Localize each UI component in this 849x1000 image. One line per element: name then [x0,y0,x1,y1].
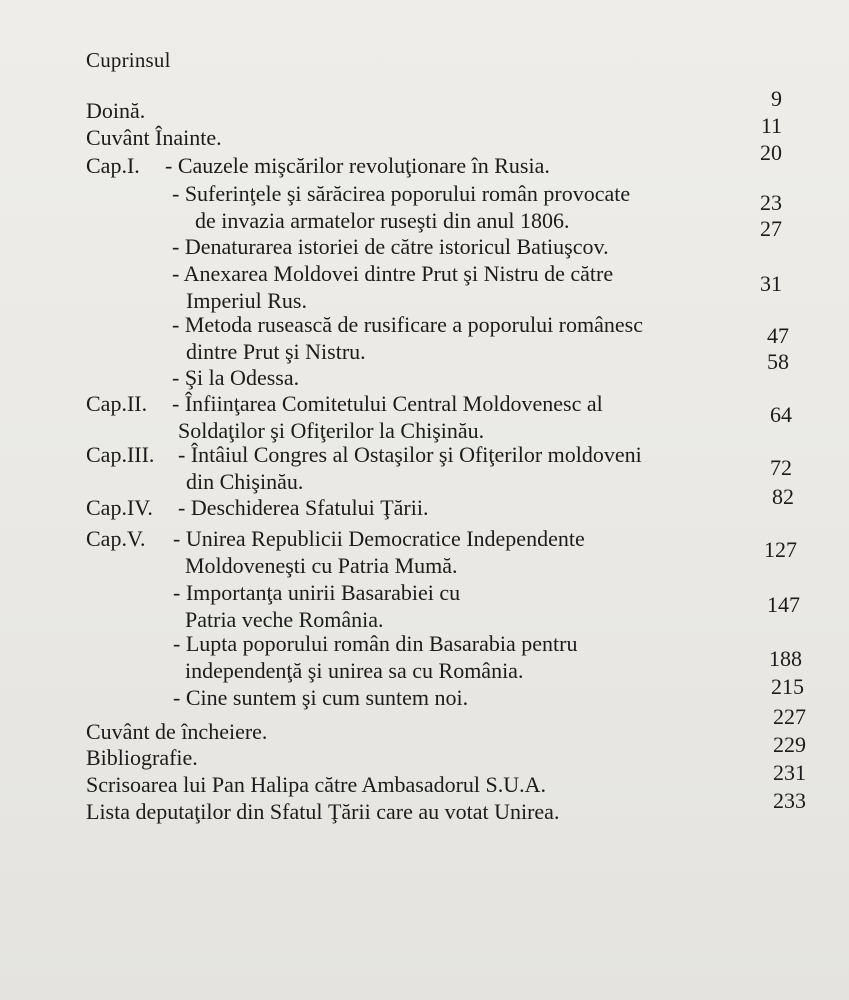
entry-title: Scrisoarea lui Pan Halipa către Ambasadorul S.U.A. [86,772,547,797]
page-number: 27 [760,216,782,241]
entry-title: - Suferinţele şi sărăcirea poporului român provocate [172,181,631,206]
chapter-number: Cap.I. [86,153,140,178]
page-number: 233 [773,788,806,813]
entry-title: - Importanţa unirii Basarabiei cu [173,580,461,605]
entry-title: - Întâiul Congres al Ostaşilor şi Ofiţerilor moldoveni [178,442,642,467]
entry-title-continued: independenţă şi unirea sa cu România. [185,658,524,683]
page-number: 23 [760,190,782,215]
entry-title: - Anexarea Moldovei dintre Prut şi Nistru de către [172,261,614,286]
entry-title: Lista deputaţilor din Sfatul Ţării care au votat Unirea. [86,799,560,824]
chapter-number: Cap.IV. [86,495,153,520]
page-number: 31 [760,271,782,296]
page-number: 64 [770,402,792,427]
page-title: Cuprinsul [86,48,171,72]
entry-title: - Lupta poporului român din Basarabia pentru [173,631,578,656]
entry-title-continued: din Chişinău. [186,469,304,494]
page-number: 82 [772,484,794,509]
entry-title: - Metoda rusească de rusificare a poporului românesc [172,312,643,337]
entry-title: - Cine suntem şi cum suntem noi. [173,685,469,710]
entry-title-continued: Moldoveneşti cu Patria Mumă. [185,553,458,578]
entry-title: - Şi la Odessa. [172,365,300,390]
entry-title: - Unirea Republicii Democratice Independente [173,526,585,551]
entry-title-continued: dintre Prut şi Nistru. [186,339,366,364]
page-number: 188 [769,646,802,671]
page-number: 47 [767,323,789,348]
chapter-number: Cap.III. [86,442,155,467]
entry-title: Bibliografie. [86,745,198,770]
entry-title: - Denaturarea istoriei de către istoricul Batiuşcov. [172,234,609,259]
page-number: 215 [771,674,804,699]
entry-title-continued: Imperiul Rus. [186,288,307,313]
page-number: 9 [771,86,782,111]
page-number: 127 [764,537,797,562]
page-number: 229 [773,732,806,757]
page-number: 11 [760,113,782,138]
page-number: 58 [767,349,789,374]
entry-title-continued: de invazia armatelor ruseşti din anul 1806. [195,208,570,233]
page-number: 231 [773,760,806,785]
page-number: 227 [773,704,806,729]
entry-title: - Deschiderea Sfatului Ţării. [178,495,429,520]
entry-title: - Cauzele mişcărilor revoluţionare în Rusia. [165,153,550,178]
chapter-number: Cap.V. [86,526,146,551]
entry-title-continued: Soldaţilor şi Ofiţerilor la Chişinău. [178,418,485,443]
page-number: 72 [770,455,792,480]
entry-title: Cuvânt Înainte. [86,125,222,150]
chapter-number: Cap.II. [86,391,148,416]
page-number: 20 [760,140,782,165]
entry-title: Cuvânt de încheiere. [86,719,268,744]
entry-title: Doină. [86,98,146,123]
entry-title-continued: Patria veche România. [185,607,384,632]
entry-title: - Înfiinţarea Comitetului Central Moldovenesc al [172,391,603,416]
page-number: 147 [767,592,800,617]
